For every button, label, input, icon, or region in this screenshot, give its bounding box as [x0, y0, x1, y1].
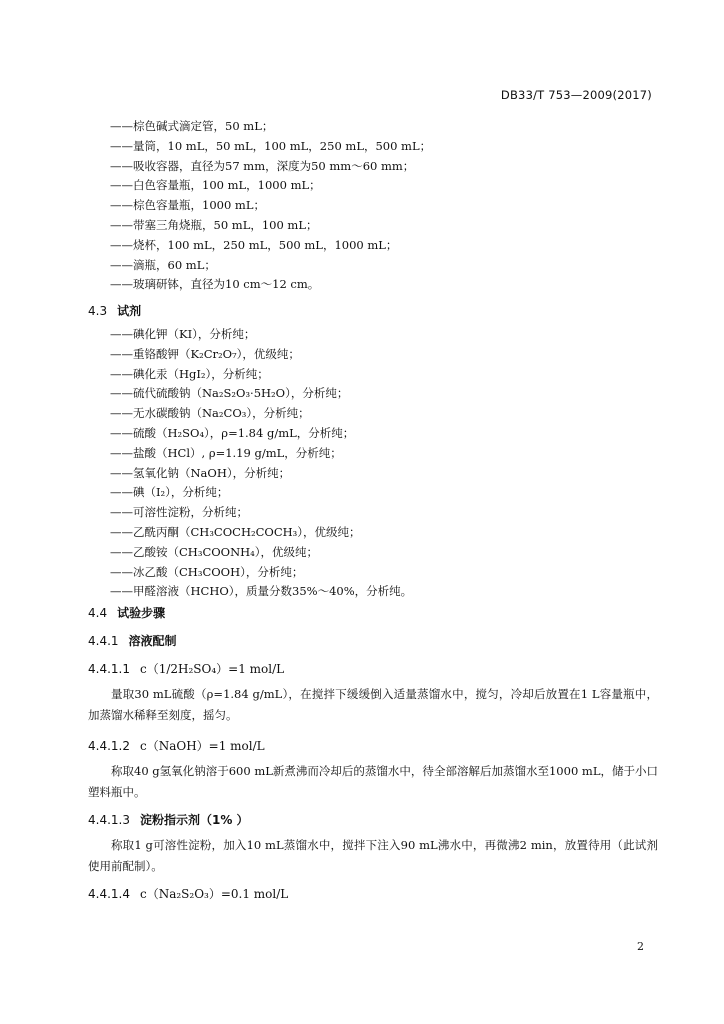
apparatus-list: [110, 117, 431, 295]
section-number: 4.4.1: [88, 634, 119, 648]
list-item: ——乙酸铵（CH₃COONH₄），优级纯；: [110, 544, 319, 559]
list-item: ——烧杯，100 mL，250 mL，500 mL，1000 mL；: [110, 237, 398, 252]
list-item: ——氢氧化钠（NaOH），分析纯；: [110, 465, 291, 480]
list-item: ——玻璃研钵，直径为10 cm～12 cm。: [110, 277, 320, 292]
section-number: 4.4.1.1: [88, 662, 130, 676]
section-heading-4-4: [88, 604, 165, 621]
paragraph-sulfuric-acid: 量取30 mL硫酸（ρ=1.84 g/mL），在搅拌下缓缓倒入适量蒸馏水中，搅匀，冷却后放置在1 L容量瓶中，加蒸馏水稀释至刻度，摇匀。: [88, 687, 658, 722]
section-title: c（1/2H₂SO₄）=1 mol/L: [139, 662, 285, 676]
paragraph-starch-indicator: 称取1 g可溶性淀粉，加入10 mL蒸馏水中，搅拌下注入90 mL沸水中，再微沸2 min，放置待用（此试剂使用前配制）。: [88, 838, 658, 873]
paragraph-sodium-hydroxide: 称取40 g氢氧化钠溶于600 mL新煮沸而冷却后的蒸馏水中，待全部溶解后加蒸馏水至1000 mL，储于小口塑料瓶中。: [88, 764, 658, 799]
section-heading-4-4-1-2: [88, 737, 265, 754]
list-item: ——量筒，10 mL，50 mL，100 mL，250 mL，500 mL；: [110, 138, 432, 153]
list-item: ——碘化钾（KI），分析纯；: [110, 327, 256, 341]
list-item: ——硫酸（H₂SO₄），ρ=1.84 g/mL，分析纯；: [110, 425, 355, 440]
section-title: 溶液配制: [128, 634, 177, 648]
list-item: ——碘化汞（HgI₂），分析纯；: [110, 366, 269, 381]
section-number: 4.4.1.3: [88, 813, 130, 827]
section-heading-4-4-1: [88, 632, 177, 649]
section-number: 4.3: [88, 304, 108, 318]
list-item: ——滴瓶，60 mL；: [110, 257, 216, 272]
section-title: 淀粉指示剂（1% ）: [139, 813, 249, 827]
list-item: ——硫代硫酸钠（Na₂S₂O₃·5H₂O），分析纯；: [110, 386, 349, 401]
list-item: ——碘（I₂），分析纯；: [110, 485, 229, 500]
reagent-list: [110, 325, 412, 602]
list-item: ——乙酰丙酮（CH₃COCH₂COCH₃），优级纯；: [110, 524, 361, 539]
list-item: ——无水碳酸钠（Na₂CO₃），分析纯；: [110, 406, 310, 421]
section-heading-4-4-1-3: [88, 811, 249, 828]
section-title: 试验步骤: [117, 606, 166, 620]
section-number: 4.4: [88, 606, 108, 620]
section-title: c（Na₂S₂O₃）=0.1 mol/L: [139, 887, 289, 901]
list-item: ——重铬酸钾（K₂Cr₂O₇），优级纯；: [110, 346, 300, 361]
list-item: ——棕色碱式滴定管，50 mL；: [110, 119, 274, 133]
page-number: 2: [637, 940, 644, 953]
standard-code-header: DB33/T 753—2009(2017): [500, 88, 652, 102]
list-item: ——白色容量瓶，100 mL，1000 mL；: [110, 178, 321, 193]
list-item: ——盐酸（HCl）, ρ=1.19 g/mL，分析纯；: [110, 445, 342, 460]
list-item: ——带塞三角烧瓶，50 mL，100 mL；: [110, 217, 318, 232]
list-item: ——吸收容器，直径为57 mm，深度为50 mm～60 mm；: [110, 158, 415, 173]
section-title: 试剂: [117, 304, 142, 318]
list-item: ——可溶性淀粉，分析纯；: [110, 505, 248, 520]
list-item: ——棕色容量瓶，1000 mL；: [110, 198, 265, 213]
section-heading-4-3: [88, 302, 141, 319]
section-number: 4.4.1.4: [88, 887, 130, 901]
section-title: c（NaOH）=1 mol/L: [139, 739, 265, 753]
list-item: ——甲醛溶液（HCHO），质量分数35%～40%，分析纯。: [110, 584, 413, 599]
list-item: ——冰乙酸（CH₃COOH），分析纯；: [110, 564, 304, 579]
section-heading-4-4-1-1: [88, 660, 284, 677]
section-heading-4-4-1-4: [88, 885, 288, 902]
section-number: 4.4.1.2: [88, 739, 130, 753]
